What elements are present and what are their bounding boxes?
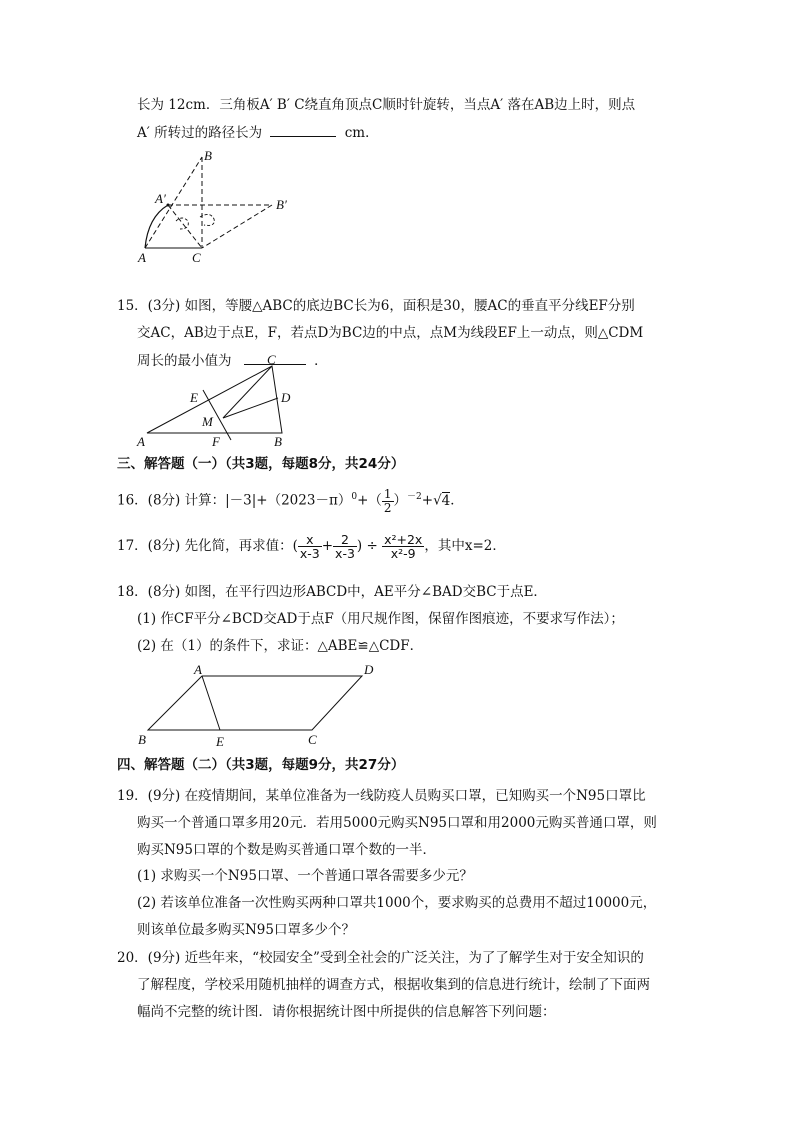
q15-figure [130,350,310,450]
q17-fraction-3 [382,533,424,560]
q15-label-e: E [190,390,198,405]
q17-divide: ) ÷ [356,538,378,554]
q16-prefix: 16．(8分) 计算：|－3|+（2023－π） [117,492,352,509]
q17-fraction-2 [333,533,357,560]
q14-figure [130,145,300,265]
q18-label-a: A [194,662,202,677]
q15-line2: 交AC，AB边于点E，F，若点D为BC边的中点，点M为线段EF上一动点，则△CDM [137,325,644,341]
q14-answer-blank[interactable] [270,122,336,137]
q14-line2-text: A′ 所转过的路径长为 [137,125,263,141]
section-3-heading: 三、解答题（一）（共3题，每题8分，共24分） [117,456,405,472]
q16-fraction-denominator: 2 [383,500,392,515]
q17-prefix: 17．(8分) 先化简，再求值：( [117,538,298,554]
q17-line [117,533,506,560]
q15-label-d: D [281,390,291,405]
q18-label-c: C [308,732,317,747]
q14-label-b: B [204,148,212,163]
q15-line1: 15．(3分) 如图，等腰△ABC的底边BC长为6，面积是30，腰AC的垂直平分线EF分别 [117,298,635,314]
q18-line2: (1) 作CF平分∠BCD交AD于点F（用尺规作图，保留作图痕迹，不要求写作法）； [137,611,624,627]
q17-f2-denominator: x-3 [335,546,355,561]
q16-fraction-numerator: 1 [383,486,392,501]
q14-label-a1: A′ [155,191,166,206]
q16-sqrt: √4 [433,492,451,509]
q14-angle-mark [176,218,188,229]
q14-line1: 长为 12cm．三角板A′ B′ C绕直角顶点C顺时针旋转，当点A′ 落在AB边上时，则点 [137,97,636,113]
q18-figure [130,660,380,752]
q14-seg-b1c [202,205,272,248]
q17-f3-numerator: x²+2x [384,532,423,547]
q14-label-c: C [192,250,201,265]
q16-close-paren: ） [393,492,408,509]
q18-seg-ae [202,676,220,730]
q17-f1-numerator: x [298,533,322,547]
q14-label-a: A [138,250,146,265]
q16-plus: +（ [357,492,382,509]
q20-line3: 幅尚不完整的统计图．请你根据统计图中所提供的信息解答下列问题： [137,1004,556,1020]
q15-seg-cm [223,366,272,418]
q14-line2 [137,122,379,143]
q17-f3-denominator: x²-9 [390,546,416,561]
q15-label-m: M [202,414,213,429]
q14-seg-a1c [168,205,202,248]
q15-label-a: A [137,434,145,449]
q17-suffix: ，其中x=2． [424,538,506,554]
q16-exponent-neg2: －2 [407,492,422,502]
q19-line5: (2) 若该单位准备一次性购买两种口罩共1000个，要求购买的总费用不超过10000元， [137,895,657,911]
q19-line6: 则该单位最多购买N95口罩多少个？ [137,922,355,938]
q17-plus: + [321,538,334,554]
q15-label-f: F [212,434,220,449]
q18-parallelogram [148,676,362,730]
q16-exponent-0: 0 [351,492,358,502]
q20-line1: 20．(9分) 近些年来，“校园安全”受到全社会的广泛关注，为了了解学生对于安全知识的 [117,950,644,966]
q17-f2-numerator: 2 [333,533,357,547]
q14-seg-ab [145,157,202,248]
q18-line1: 18．(8分) 如图，在平行四边形ABCD中，AE平分∠BAD交BC于点E． [117,584,547,600]
q15-end: ． [314,353,328,369]
q18-label-d: D [364,662,374,677]
q18-label-e: E [216,734,224,749]
q15-line3-text: 周长的最小值为 [137,353,232,369]
q14-unit: cm． [344,125,379,141]
section-4-heading: 四、解答题（二）（共3题，每题9分，共27分） [117,757,405,773]
q14-arc [145,205,168,248]
q16-plus2: + [421,492,434,509]
q14-point-a1 [167,204,170,207]
q17-f1-denominator: x-3 [299,546,320,561]
q16-sqrt-radicand: 4 [441,492,451,509]
q16-end: ． [450,492,464,509]
q18-line3: (2) 在（1）的条件下，求证：△ABE≌△CDF． [137,638,424,654]
q19-line3: 购买N95口罩的个数是购买普通口罩个数的一半． [137,842,436,858]
q15-seg-md [223,398,278,418]
q15-label-b: B [274,434,282,449]
q15-triangle-abc [147,366,282,433]
q16-line [117,487,464,515]
q19-line2: 购买一个普通口罩多用20元．若用5000元购买N95口罩和用2000元购买普通口罩，则 [137,815,657,831]
q20-line2: 了解程度，学校采用随机抽样的调查方式，根据收集到的信息进行统计，绘制了下面两 [137,977,650,993]
q16-fraction [382,488,394,515]
q15-label-c: C [267,352,276,367]
q18-label-b: B [138,732,146,747]
q17-fraction-1 [298,533,322,560]
q19-line4: (1) 求购买一个N95口罩、一个普通口罩各需要多少元？ [137,868,473,884]
q14-label-b1: B′ [276,197,287,212]
q19-line1: 19．(9分) 在疫情期间，某单位准备为一线防疫人员购买口罩，已知购买一个N95口罩比 [117,788,646,804]
